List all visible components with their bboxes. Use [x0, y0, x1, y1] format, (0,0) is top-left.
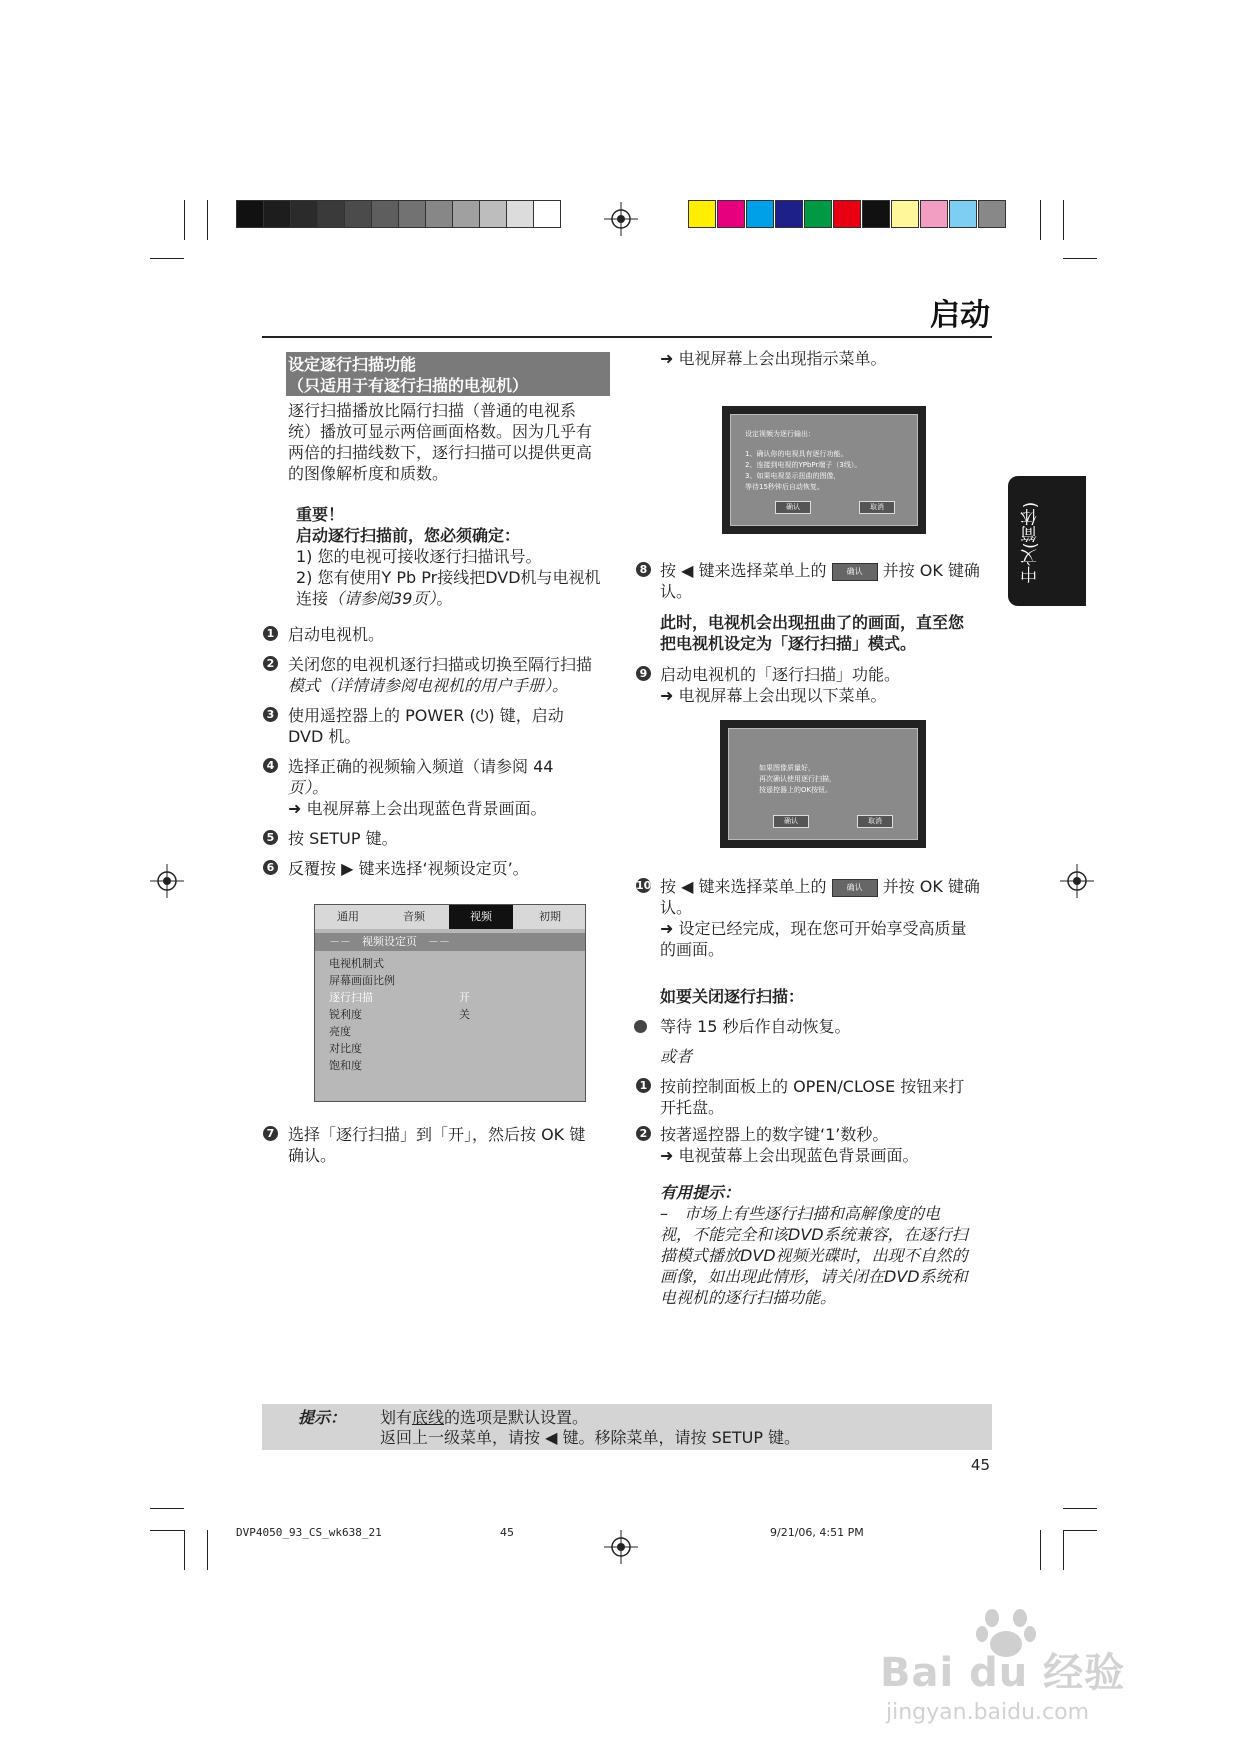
tv-screen-content	[728, 728, 918, 840]
step-line	[660, 876, 996, 897]
important-item: 2) 您有使用Y Pb Pr接线把DVD机与电视机	[296, 568, 601, 587]
gray-swatch	[452, 200, 480, 228]
watermark-url: jingyan.baidu.com	[886, 1700, 1090, 1725]
gray-swatch	[263, 200, 291, 228]
footer-note-line	[380, 1407, 588, 1428]
step-line: 按著遥控器上的数字键‘1’数秒。	[660, 1125, 889, 1144]
intro-line: 逐行扫描播放比隔行扫描（普通的电视系	[288, 401, 577, 420]
tv-text: 设定视频为逐行输出：	[745, 430, 815, 438]
step-9	[660, 664, 996, 706]
heading-line: （只适用于有逐行扫描的电视机）	[288, 376, 529, 395]
step-line: 反覆按 ▶ 键来选择‘视频设定页’。	[288, 859, 529, 878]
text: 按 ◀ 键来选择菜单上的	[660, 877, 827, 896]
tv-text: 1、确认你的电视具有逐行功能。	[745, 450, 848, 458]
text: 连接	[296, 589, 329, 608]
underlined-text: 底线	[412, 1408, 445, 1427]
footer-note-label: 提示：	[298, 1408, 347, 1427]
tv-ok-button: 确认	[775, 501, 811, 514]
color-swatch	[688, 200, 716, 228]
step-line	[660, 560, 996, 581]
step-line: 关闭您的电视机逐行扫描或切换至隔行扫描	[288, 655, 593, 674]
tv-screen-1	[722, 406, 926, 534]
step-line: 确认。	[288, 1146, 337, 1165]
gray-swatch	[236, 200, 264, 228]
menu-item-progressive: 逐行扫描	[329, 991, 373, 1004]
footer-note	[262, 1404, 992, 1450]
tv-text: 按遥控器上的OK按钮。	[759, 786, 833, 794]
color-swatch	[746, 200, 774, 228]
menu-option-on: 开	[459, 991, 470, 1004]
important-subtitle: 启动逐行扫描前，您必须确定：	[296, 526, 521, 545]
step-line: ➜ 电视萤幕上会出现蓝色背景画面。	[660, 1146, 919, 1165]
ok-button-image: 确认	[832, 879, 878, 897]
tv-screen-2	[720, 720, 926, 848]
registration-mark-icon	[604, 1530, 638, 1564]
step-line: 按 SETUP 键。	[288, 829, 398, 848]
off-title: 如要关闭逐行扫描：	[660, 987, 805, 1006]
step-line: 认。	[660, 898, 693, 917]
step-10	[660, 876, 996, 960]
text: 的选项是默认设置。	[444, 1408, 589, 1427]
bullet-icon	[634, 1020, 647, 1033]
color-swatch	[775, 200, 803, 228]
tv-text: 如果图像质量好，	[759, 764, 815, 772]
step-3	[288, 705, 628, 747]
section-heading	[286, 352, 610, 396]
menu-item: 电视机制式	[329, 957, 384, 970]
page-number: 45	[970, 1456, 990, 1474]
gray-swatch	[425, 200, 453, 228]
arrow-note: ➜ 电视屏幕上会出现指示菜单。	[660, 349, 887, 368]
gray-swatch	[344, 200, 372, 228]
intro-line: 两倍的扫描线数下，逐行扫描可以提供更高	[288, 443, 593, 462]
step-number: 5	[263, 830, 278, 845]
tab-video: 视频	[449, 905, 513, 929]
menu-page-title: －－ 视频设定页 －－	[315, 933, 585, 951]
off-step-1	[660, 1076, 996, 1118]
video-setup-menu	[314, 904, 586, 1102]
step-line: 页）。	[288, 778, 329, 797]
step-number: 6	[263, 860, 278, 875]
step-4	[288, 756, 628, 819]
gray-swatch	[398, 200, 426, 228]
useful-tips	[660, 1182, 1000, 1308]
tips-line: 视，不能完全和该DVD系统兼容，在逐行扫	[660, 1225, 968, 1244]
step-line: 的画面。	[660, 940, 725, 959]
important-box	[296, 504, 626, 609]
print-page: 45	[500, 1526, 514, 1539]
step-number: 9	[636, 666, 651, 681]
step-line: 认。	[660, 582, 693, 601]
text: 。	[436, 589, 453, 608]
watermark-brand: Bai du 经验	[880, 1650, 1126, 1696]
step-number: 3	[263, 707, 278, 722]
intro-line: 统）播放可显示两倍画面格数。因为几乎有	[288, 422, 593, 441]
step-line: 模式（详情请参阅电视机的用户手册）。	[288, 676, 569, 695]
step-8	[660, 560, 996, 602]
step-number: 1	[636, 1078, 651, 1093]
warning-line: 此时，电视机会出现扭曲了的画面，直至您	[660, 613, 965, 632]
menu-item: 饱和度	[329, 1059, 362, 1072]
important-item: 1) 您的电视可接收逐行扫描讯号。	[296, 547, 542, 566]
step-line: 开托盘。	[660, 1098, 725, 1117]
color-swatch	[833, 200, 861, 228]
step-number: 2	[636, 1126, 651, 1141]
tv-text: 2、连接到电视的YPbPr端子（3线）。	[745, 461, 862, 469]
baidu-watermark	[880, 1610, 1180, 1730]
intro-paragraph	[288, 400, 618, 484]
registration-mark-icon	[604, 202, 638, 236]
color-swatch	[978, 200, 1006, 228]
gray-swatch	[317, 200, 345, 228]
heading-line: 设定逐行扫描功能	[288, 355, 417, 374]
page-ref: （请参阅39页）	[328, 589, 437, 608]
tips-line: – 市场上有些逐行扫描和高解像度的电	[660, 1204, 941, 1223]
color-swatch	[949, 200, 977, 228]
step-line: ➜ 电视屏幕上会出现以下菜单。	[660, 686, 887, 705]
footer-note-line: 返回上一级菜单，请按 ◀ 键。移除菜单，请按 SETUP 键。	[380, 1428, 801, 1447]
warning-line: 把电视机设定为「逐行扫描」模式。	[660, 634, 917, 653]
tips-line: 画像，如出现此情形，请关闭在DVD系统和	[660, 1267, 968, 1286]
color-swatch	[804, 200, 832, 228]
tips-line: 电视机的逐行扫描功能。	[660, 1288, 837, 1307]
color-swatch	[717, 200, 745, 228]
important-item	[296, 588, 626, 609]
tv-text: 等待15秒钟后自动恢复。	[745, 483, 824, 491]
color-swatch	[920, 200, 948, 228]
section-title: 启动	[930, 298, 990, 333]
tv-text: 再次确认使用逐行扫描，	[759, 775, 836, 783]
warning-note	[660, 612, 996, 654]
off-bullet: 等待 15 秒后作自动恢复。	[660, 1017, 851, 1036]
tab-audio: 音频	[403, 910, 425, 923]
registration-mark-icon	[1060, 864, 1094, 898]
menu-item: 屏幕画面比例	[329, 974, 395, 987]
tv-ok-button: 确认	[773, 815, 809, 828]
step-number: 10	[636, 879, 652, 892]
step-number: 8	[636, 562, 651, 577]
step-line: 启动电视机。	[288, 625, 385, 644]
important-title: 重要！	[296, 505, 345, 524]
tv-cancel-button: 取消	[859, 501, 895, 514]
step-line: 选择「逐行扫描」到「开」，然后按 OK 键	[288, 1125, 586, 1144]
step-line: 选择正确的视频输入频道（请参阅 44	[288, 757, 554, 776]
gray-swatch	[506, 200, 534, 228]
header-rule	[262, 336, 992, 338]
step-number: 7	[263, 1126, 278, 1141]
step-line: DVD 机。	[288, 727, 361, 746]
step-5	[288, 828, 628, 849]
print-file-name: DVP4050_93_CS_wk638_21	[236, 1526, 382, 1539]
gray-swatch	[371, 200, 399, 228]
step-line: 按前控制面板上的 OPEN/CLOSE 按钮来打	[660, 1077, 965, 1096]
text: 按 ◀ 键来选择菜单上的	[660, 561, 827, 580]
step-number: 1	[263, 626, 278, 641]
step-line: 启动电视机的「逐行扫描」功能。	[660, 665, 901, 684]
step-1	[288, 624, 628, 645]
tv-text: 3、如果电视显示扭曲的图像，	[745, 472, 841, 480]
print-date: 9/21/06, 4:51 PM	[770, 1526, 864, 1539]
step-number: 4	[263, 758, 278, 773]
text: 划有	[380, 1408, 413, 1427]
menu-item: 对比度	[329, 1042, 362, 1055]
step-line: 使用遥控器上的 POWER (⏻) 键，启动	[288, 706, 564, 725]
menu-item: 锐利度	[329, 1008, 362, 1021]
text: 并按 OK 键确	[882, 561, 980, 580]
tips-title: 有用提示：	[660, 1183, 741, 1202]
ok-button-image: 确认	[832, 563, 878, 581]
tips-line: 描模式播放DVD视频光碟时，出现不自然的	[660, 1246, 968, 1265]
gray-swatch	[290, 200, 318, 228]
off-step-2	[660, 1124, 996, 1166]
language-side-tab	[1008, 476, 1086, 606]
tv-screen-content	[730, 414, 918, 526]
color-swatch	[862, 200, 890, 228]
color-swatch	[891, 200, 919, 228]
step-line: ➜ 设定已经完成，现在您可开始享受高质量	[660, 919, 967, 938]
intro-line: 的图像解析度和质数。	[288, 464, 449, 483]
registration-mark-icon	[150, 864, 184, 898]
step-7	[288, 1124, 628, 1166]
tab-preferences: 初期	[539, 910, 561, 923]
menu-item: 亮度	[329, 1025, 351, 1038]
gray-swatch	[533, 200, 561, 228]
menu-option-off: 关	[459, 1008, 470, 1021]
step-2	[288, 654, 628, 696]
text: 并按 OK 键确	[882, 877, 980, 896]
step-number: 2	[263, 656, 278, 671]
tab-general: 通用	[337, 910, 359, 923]
step-6	[288, 858, 628, 879]
step-line: ➜ 电视屏幕上会出现蓝色背景画面。	[288, 799, 547, 818]
or-text: 或者	[660, 1047, 693, 1066]
tv-cancel-button: 取消	[857, 815, 893, 828]
gray-swatch	[479, 200, 507, 228]
language-label: 中文(简体)	[1021, 501, 1041, 583]
